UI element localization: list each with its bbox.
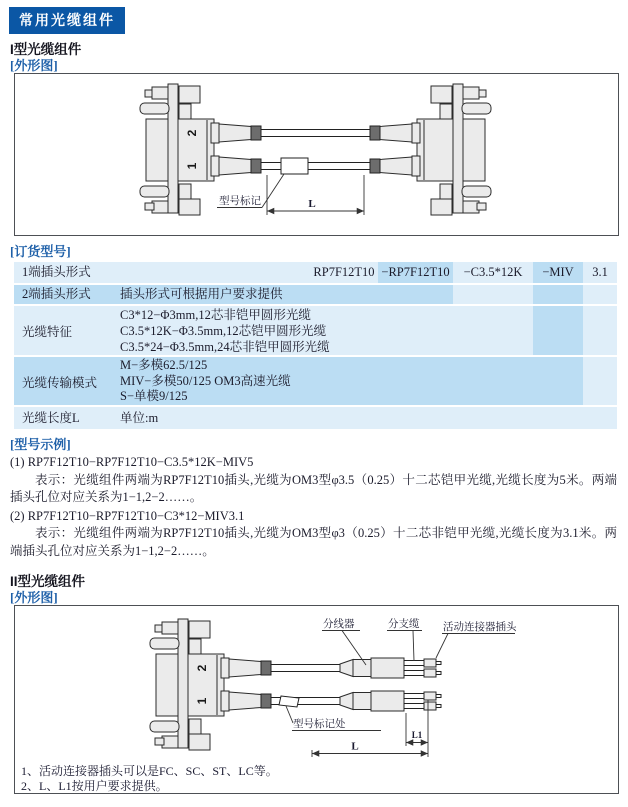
row-desc-line: C3.5*12K−Φ3.5mm,12芯铠甲圆形光缆 xyxy=(120,324,327,338)
cable-lower xyxy=(261,163,370,170)
section-i-title: I型光缆组件 xyxy=(10,42,82,57)
code-segment: −RP7F12T10 xyxy=(381,265,450,279)
type-i-outline-diagram xyxy=(14,73,619,236)
dimension-l1-label: L1 xyxy=(411,730,423,740)
section-i-outline-heading: [外形图] xyxy=(10,58,58,73)
code-segment: 3.1 xyxy=(592,265,608,279)
row-desc: 单位:m xyxy=(120,411,159,425)
marking-label: 型号标记处 xyxy=(293,719,346,730)
example-code: (2) RP7F12T10−RP7F12T10−C3*12−MIV3.1 xyxy=(10,508,245,523)
table-row xyxy=(14,306,617,355)
cable-upper xyxy=(271,665,340,672)
row-desc-line: C3*12−Φ3mm,12芯非铠甲圆形光缆 xyxy=(120,308,311,322)
code-segment: −C3.5*12K xyxy=(463,265,523,279)
marking-sleeve xyxy=(279,696,299,707)
row-label: 2端插头形式 xyxy=(22,287,91,301)
row-label: 光缆长度L xyxy=(22,411,80,425)
code-segment: −MIV xyxy=(542,265,574,279)
table-row xyxy=(14,262,617,283)
section-ii-outline-heading: [外形图] xyxy=(10,590,58,605)
connector-left xyxy=(150,619,271,750)
type-i-diagram-svg xyxy=(15,74,618,235)
dimension-l-label: L xyxy=(351,740,359,753)
model-examples xyxy=(10,434,617,561)
pin-number-1: 1 xyxy=(195,697,209,705)
marking-sleeve xyxy=(281,158,308,174)
section-ii-title: II型光缆组件 xyxy=(10,574,86,589)
example-heading: [型号示例] xyxy=(10,437,71,452)
row-desc-line: M−多模62.5/125 xyxy=(120,358,208,372)
row-label: 光缆传输模式 xyxy=(22,376,98,390)
pin-number-1: 1 xyxy=(185,162,199,170)
row-desc-line: MIV−多模50/125 OM3高速光缆 xyxy=(120,373,291,388)
dimension-l-label: L xyxy=(308,198,316,210)
pin-number-2: 2 xyxy=(195,664,209,672)
example-desc: 表示：光缆组件两端为RP7F12T10插头,光缆为OM3型φ3.5（0.25）十二芯铠甲光缆,光缆长度为5米。两端插头孔位对应关系为1−1,2−2……。 xyxy=(10,472,617,505)
diagram-note-2: 2、L、L1按用户要求提供。 xyxy=(21,779,168,793)
branch-cable-label: 分支缆 xyxy=(388,619,420,630)
example-code: (1) RP7F12T10−RP7F12T10−C3.5*12K−MIV5 xyxy=(10,455,254,469)
type-ii-outline-diagram xyxy=(14,605,619,794)
ordering-table xyxy=(14,262,617,429)
cable-upper xyxy=(261,130,370,137)
table-row xyxy=(14,285,617,304)
row-label: 光缆特征 xyxy=(22,325,73,339)
plug-label: 活动连接器插头 xyxy=(443,622,517,633)
row-desc-line: S−单模9/125 xyxy=(120,389,188,404)
page-badge: 常用光缆组件 xyxy=(9,7,125,34)
pin-number-2: 2 xyxy=(185,129,199,137)
table-row xyxy=(14,407,617,429)
table-row xyxy=(14,357,617,405)
ordering-heading: [订货型号] xyxy=(10,244,71,259)
row-desc-line: C3.5*24−Φ3.5mm,24芯非铠甲圆形光缆 xyxy=(120,340,330,354)
diagram-note-1: 1、活动连接器插头可以是FC、SC、ST、LC等。 xyxy=(21,764,278,778)
marking-label: 型号标记 xyxy=(219,196,261,207)
type-ii-diagram-svg xyxy=(15,606,618,793)
code-segment: RP7F12T10 xyxy=(313,265,375,279)
row-label: 1端插头形式 xyxy=(22,265,91,279)
splitter-label: 分线器 xyxy=(323,619,355,630)
connector-right xyxy=(370,84,491,215)
example-desc: 表示：光缆组件两端为RP7F12T10插头,光缆为OM3型φ3（0.25）十二芯非铠甲光缆,光缆长度为3.1米。两端插头孔位对应关系为1−1,2−2……。 xyxy=(10,526,617,558)
row-desc: 插头形式可根据用户要求提供 xyxy=(120,287,283,301)
